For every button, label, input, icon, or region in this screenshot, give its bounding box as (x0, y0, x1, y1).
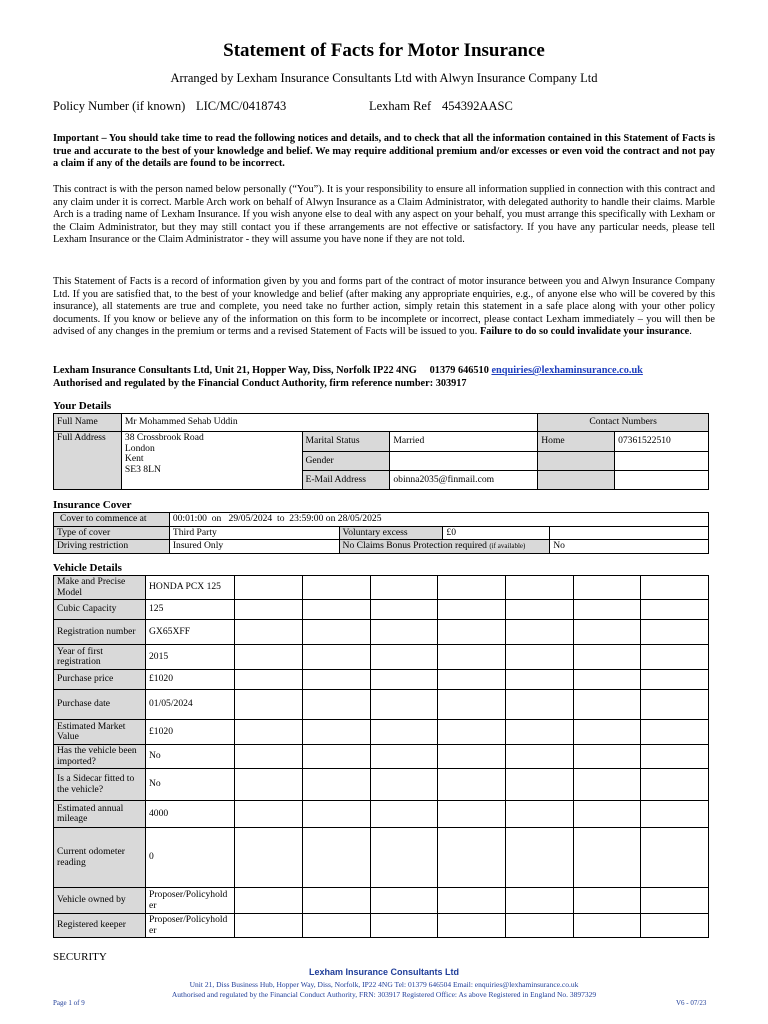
vehicle-row (54, 576, 709, 600)
driving-restriction-label: Driving restriction (54, 540, 170, 554)
your-details-table (53, 413, 709, 490)
vehicle-empty-cell (235, 620, 303, 645)
vehicle-empty-cell (574, 690, 641, 720)
vehicle-empty-cell (371, 690, 438, 720)
vehicle-empty-cell (438, 801, 506, 828)
vehicle-row (54, 600, 709, 620)
vehicle-empty-cell (641, 576, 709, 600)
company-address: Lexham Insurance Consultants Ltd, Unit 21, Hopper Way, Diss, Norfolk IP22 4NG 01379 646510 (53, 365, 489, 376)
vehicle-empty-cell (303, 801, 371, 828)
vehicle-row (54, 720, 709, 745)
important-notice: Important – You should take time to read the following notices and details, and to check that all the information contained in this Statement of Facts is true and accurate to the best of your knowledge and belief. We may require additional premium and/or excesses or even void the contract and not pay a claim if any of the details are found to be incorrect. (53, 133, 715, 170)
insurance-cover-heading: Insurance Cover (53, 499, 132, 511)
vehicle-empty-cell (506, 801, 574, 828)
vehicle-empty-cell (235, 914, 303, 938)
email-value: obinna2035@finmail.com (390, 471, 538, 490)
address-line: SE3 8LN (124, 463, 161, 475)
contact-blank-value (615, 471, 709, 490)
vehicle-empty-cell (371, 914, 438, 938)
vehicle-empty-cell (438, 645, 506, 670)
vehicle-empty-cell (303, 720, 371, 745)
vehicle-empty-cell (506, 914, 574, 938)
vehicle-field-label: Is a Sidecar fitted to the vehicle? (54, 769, 146, 801)
vehicle-row (54, 769, 709, 801)
vehicle-empty-cell (371, 828, 438, 888)
contract-paragraph: This contract is with the person named below personally (“You”). It is your responsibility to ensure all information supplied in connection with this contract and any claim under it is correct. Marble Arch work on behalf of Alwyn Insurance as a Claim Administrator, with delegated authority to handle their claims. Marble Arch is a trading name of Lexham Insurance. If you wish anyone else to deal with any aspect on your behalf, you must arrange this specifically with Lexham or the Claim Administrator, but they may still contact you if these arrangements are not effective or satisfactory. If you have any particular needs, please tell Lexham Insurance or the Claim Administrator - they will assume you have none if they are not told. (53, 184, 715, 246)
vehicle-row (54, 801, 709, 828)
vehicle-empty-cell (641, 600, 709, 620)
vehicle-field-value: 2015 (146, 645, 235, 670)
policy-number-value: LIC/MC/0418743 (196, 99, 287, 113)
vehicle-empty-cell (574, 914, 641, 938)
ncb-availability-note: (if available) (489, 542, 526, 550)
vehicle-empty-cell (506, 828, 574, 888)
vehicle-field-value: 4000 (146, 801, 235, 828)
vehicle-field-label: Year of first registration (54, 645, 146, 670)
vehicle-empty-cell (303, 888, 371, 914)
vehicle-empty-cell (641, 801, 709, 828)
vehicle-empty-cell (438, 769, 506, 801)
vehicle-details-table (53, 575, 709, 938)
cover-commence-label: Cover to commence at (54, 513, 170, 527)
vehicle-field-value: No (146, 769, 235, 801)
security-heading: SECURITY (53, 951, 107, 963)
vehicle-empty-cell (641, 690, 709, 720)
gender-label: Gender (302, 452, 390, 471)
page-subtitle: Arranged by Lexham Insurance Consultants Ltd with Alwyn Insurance Company Ltd (170, 71, 598, 85)
vehicle-empty-cell (235, 745, 303, 769)
insurance-cover-table (53, 512, 709, 554)
marital-status-label: Marital Status (302, 432, 390, 452)
vehicle-empty-cell (303, 645, 371, 670)
vehicle-empty-cell (235, 670, 303, 690)
vehicle-empty-cell (641, 670, 709, 690)
vehicle-empty-cell (574, 600, 641, 620)
vehicle-empty-cell (641, 769, 709, 801)
vehicle-empty-cell (506, 600, 574, 620)
vehicle-empty-cell (303, 914, 371, 938)
vehicle-empty-cell (574, 670, 641, 690)
vehicle-empty-cell (235, 828, 303, 888)
vehicle-field-label: Vehicle owned by (54, 888, 146, 914)
cover-commence-value: 00:01:00 on 29/05/2024 to 23:59:00 on 28/05/2025 (169, 513, 708, 527)
vehicle-empty-cell (235, 888, 303, 914)
cover-type-label: Type of cover (54, 526, 170, 540)
vehicle-empty-cell (371, 769, 438, 801)
vehicle-empty-cell (438, 576, 506, 600)
vehicle-empty-cell (438, 720, 506, 745)
vehicle-empty-cell (438, 745, 506, 769)
vehicle-field-value: £1020 (146, 670, 235, 690)
vehicle-empty-cell (574, 720, 641, 745)
vehicle-empty-cell (303, 828, 371, 888)
vehicle-empty-cell (371, 600, 438, 620)
vehicle-empty-cell (506, 769, 574, 801)
vehicle-empty-cell (438, 828, 506, 888)
vehicle-field-value: 0 (146, 828, 235, 888)
full-address-value (121, 432, 302, 490)
vehicle-empty-cell (303, 745, 371, 769)
vehicle-field-label: Registered keeper (54, 914, 146, 938)
vehicle-empty-cell (303, 769, 371, 801)
vehicle-empty-cell (303, 670, 371, 690)
vehicle-empty-cell (438, 600, 506, 620)
cover-blank-cell (550, 526, 709, 540)
vehicle-empty-cell (235, 801, 303, 828)
vehicle-details-heading: Vehicle Details (53, 562, 122, 574)
contact-numbers-label: Contact Numbers (538, 414, 709, 432)
vehicle-empty-cell (438, 620, 506, 645)
statement-paragraph (53, 276, 715, 339)
vehicle-field-label: Registration number (54, 620, 146, 645)
vehicle-row (54, 690, 709, 720)
company-contact-line (53, 365, 733, 378)
vehicle-field-value: GX65XFF (146, 620, 235, 645)
statement-paragraph-warning: Failure to do so could invalidate your insurance (479, 326, 690, 338)
ncb-protection-value: No (550, 540, 709, 554)
vehicle-field-label: Purchase date (54, 690, 146, 720)
contact-blank-label (538, 471, 615, 490)
vehicle-empty-cell (641, 745, 709, 769)
statement-paragraph-text: This Statement of Facts is a record of information given by you and forms part of the contract of motor insurance between you and Alwyn Insurance Company Ltd. If you are satisfied that, to the best of your knowledge and belief (after making any appropriate enquiries, e.g., of anyone else who will be covered by this insurance), all statements are true and complete, you need take no further action, simply retain this statement in a safe place along with your other policy documents. If you know or believe any of the information on this form to be incomplete or incorrect, please contact Lexham immediately – you will then be advised of any changes in the premium or terms and a revised Statement of Facts will be issued to you. (53, 276, 715, 338)
vehicle-empty-cell (235, 645, 303, 670)
vehicle-empty-cell (574, 888, 641, 914)
marital-status-value: Married (390, 432, 538, 452)
ncb-protection-label (339, 540, 550, 554)
vehicle-empty-cell (438, 670, 506, 690)
vehicle-empty-cell (574, 828, 641, 888)
vehicle-empty-cell (235, 690, 303, 720)
vehicle-field-label: Make and Precise Model (54, 576, 146, 600)
vehicle-empty-cell (506, 670, 574, 690)
vehicle-empty-cell (506, 576, 574, 600)
your-details-heading: Your Details (53, 400, 112, 412)
voluntary-excess-value: £0 (443, 526, 550, 540)
footer-regulation-line: Authorised and regulated by the Financial Conduct Authority, FRN: 303917 Registered Office: As above Registered in England No. 3897329 (171, 990, 597, 999)
vehicle-empty-cell (506, 645, 574, 670)
vehicle-empty-cell (235, 769, 303, 801)
vehicle-empty-cell (303, 690, 371, 720)
vehicle-empty-cell (574, 801, 641, 828)
address-line: Kent (124, 453, 144, 464)
vehicle-empty-cell (506, 888, 574, 914)
gender-value (390, 452, 538, 471)
voluntary-excess-label: Voluntary excess (339, 526, 443, 540)
lexham-ref-value: 454392AASC (442, 99, 513, 113)
vehicle-field-value: 125 (146, 600, 235, 620)
vehicle-row (54, 620, 709, 645)
vehicle-empty-cell (641, 645, 709, 670)
vehicle-empty-cell (303, 576, 371, 600)
vehicle-empty-cell (371, 720, 438, 745)
vehicle-empty-cell (371, 801, 438, 828)
vehicle-empty-cell (235, 720, 303, 745)
footer-address-line: Unit 21, Diss Business Hub, Hopper Way, Diss, Norfolk, IP22 4NG Tel: 01379 646504 Email: enquiries@lexhaminsurance.co.uk (189, 980, 579, 989)
vehicle-field-value: Proposer/Policyholder (146, 914, 235, 938)
vehicle-empty-cell (371, 888, 438, 914)
footer-company-name: Lexham Insurance Consultants Ltd (308, 967, 460, 977)
vehicle-empty-cell (574, 576, 641, 600)
vehicle-field-value: 01/05/2024 (146, 690, 235, 720)
page-number: Page 1 of 9 (53, 999, 85, 1007)
vehicle-empty-cell (506, 620, 574, 645)
vehicle-row (54, 645, 709, 670)
vehicle-empty-cell (641, 828, 709, 888)
driving-restriction-value: Insured Only (169, 540, 339, 554)
vehicle-field-label: Purchase price (54, 670, 146, 690)
vehicle-empty-cell (574, 769, 641, 801)
full-name-value: Mr Mohammed Sehab Uddin (121, 414, 537, 432)
full-address-label: Full Address (54, 432, 122, 490)
vehicle-empty-cell (641, 888, 709, 914)
vehicle-empty-cell (574, 620, 641, 645)
vehicle-empty-cell (506, 745, 574, 769)
vehicle-empty-cell (438, 914, 506, 938)
address-line: London (124, 442, 155, 454)
address-line: 38 Crossbrook Road (124, 432, 204, 443)
vehicle-empty-cell (371, 576, 438, 600)
vehicle-field-value: Proposer/Policyholder (146, 888, 235, 914)
vehicle-field-label: Current odometer reading (54, 828, 146, 888)
vehicle-field-value: HONDA PCX 125 (146, 576, 235, 600)
vehicle-empty-cell (438, 888, 506, 914)
vehicle-field-label: Has the vehicle been imported? (54, 745, 146, 769)
vehicle-empty-cell (371, 745, 438, 769)
contact-blank-value (615, 452, 709, 471)
vehicle-field-label: Cubic Capacity (54, 600, 146, 620)
vehicle-empty-cell (574, 745, 641, 769)
vehicle-empty-cell (303, 620, 371, 645)
vehicle-row (54, 828, 709, 888)
ncb-protection-text: No Claims Bonus Protection required (342, 540, 487, 551)
contact-blank-label (538, 452, 615, 471)
home-phone-label: Home (538, 432, 615, 452)
cover-type-value: Third Party (169, 526, 339, 540)
statement-paragraph-end: . (689, 326, 692, 338)
home-phone-value: 07361522510 (615, 432, 709, 452)
vehicle-row (54, 914, 709, 938)
vehicle-empty-cell (371, 645, 438, 670)
vehicle-empty-cell (641, 620, 709, 645)
policy-number-label: Policy Number (if known) (53, 99, 186, 113)
vehicle-row (54, 888, 709, 914)
page-title: Statement of Facts for Motor Insurance (223, 40, 545, 61)
vehicle-empty-cell (371, 620, 438, 645)
vehicle-field-label: Estimated annual mileage (54, 801, 146, 828)
vehicle-field-value: £1020 (146, 720, 235, 745)
vehicle-empty-cell (371, 670, 438, 690)
vehicle-empty-cell (438, 690, 506, 720)
vehicle-row (54, 670, 709, 690)
company-authorisation: Authorised and regulated by the Financial Conduct Authority, firm reference number: 303917 (53, 378, 467, 389)
vehicle-empty-cell (641, 720, 709, 745)
vehicle-empty-cell (235, 600, 303, 620)
lexham-ref-label: Lexham Ref (369, 99, 432, 113)
vehicle-empty-cell (506, 690, 574, 720)
email-label: E-Mail Address (302, 471, 390, 490)
vehicle-row (54, 745, 709, 769)
vehicle-empty-cell (574, 645, 641, 670)
full-name-label: Full Name (54, 414, 122, 432)
form-version: V6 - 07/23 (676, 999, 707, 1007)
vehicle-empty-cell (303, 600, 371, 620)
vehicle-field-value: No (146, 745, 235, 769)
vehicle-empty-cell (506, 720, 574, 745)
vehicle-empty-cell (641, 914, 709, 938)
vehicle-empty-cell (235, 576, 303, 600)
vehicle-field-label: Estimated Market Value (54, 720, 146, 745)
company-email-link[interactable]: enquiries@lexhaminsurance.co.uk (491, 365, 643, 376)
